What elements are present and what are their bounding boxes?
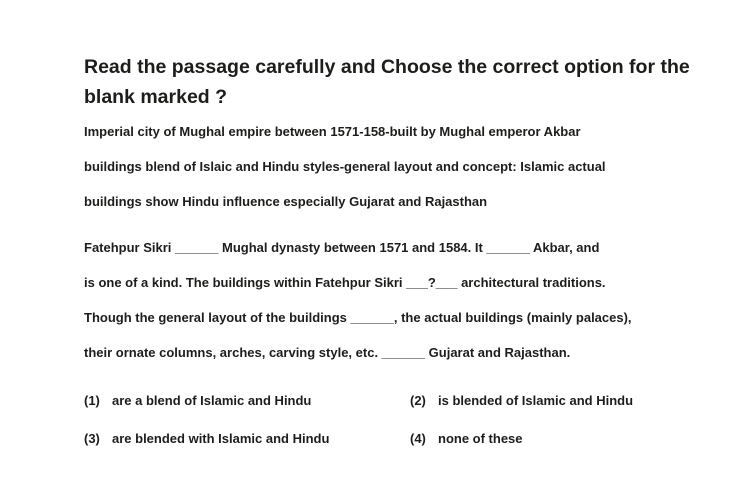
option-3[interactable]	[84, 431, 329, 447]
question-title: Read the passage carefully and Choose the correct option for the blank marked ?	[84, 56, 690, 108]
note-line-3: buildings show Hindu influence especially Gujarat and Rajasthan	[84, 194, 488, 209]
option-number: (2)	[410, 393, 426, 408]
option-2[interactable]	[410, 393, 633, 409]
option-number: (3)	[84, 431, 100, 446]
passage-line-3: Though the general layout of the buildings ______, the actual buildings (mainly palaces),	[84, 310, 632, 325]
passage-line-4: their ornate columns, arches, carving style, etc. ______ Gujarat and Rajasthan.	[84, 345, 571, 360]
option-text: are a blend of Islamic and Hindu	[112, 393, 312, 408]
option-1[interactable]	[84, 393, 311, 409]
note-line-2: buildings blend of Islaic and Hindu styles-general layout and concept: Islamic actual	[84, 159, 606, 174]
passage-line-1: Fatehpur Sikri ______ Mughal dynasty between 1571 and 1584. It ______ Akbar, and	[84, 240, 600, 255]
option-text: none of these	[438, 431, 523, 446]
note-line-1: Imperial city of Mughal empire between 1571-158-built by Mughal emperor Akbar	[84, 124, 581, 139]
option-4[interactable]	[410, 431, 523, 447]
passage-line-2: is one of a kind. The buildings within Fatehpur Sikri ___?___ architectural traditions.	[84, 275, 606, 290]
option-number: (4)	[410, 431, 426, 446]
option-text: is blended of Islamic and Hindu	[438, 393, 634, 408]
option-text: are blended with Islamic and Hindu	[112, 431, 330, 446]
option-number: (1)	[84, 393, 100, 408]
